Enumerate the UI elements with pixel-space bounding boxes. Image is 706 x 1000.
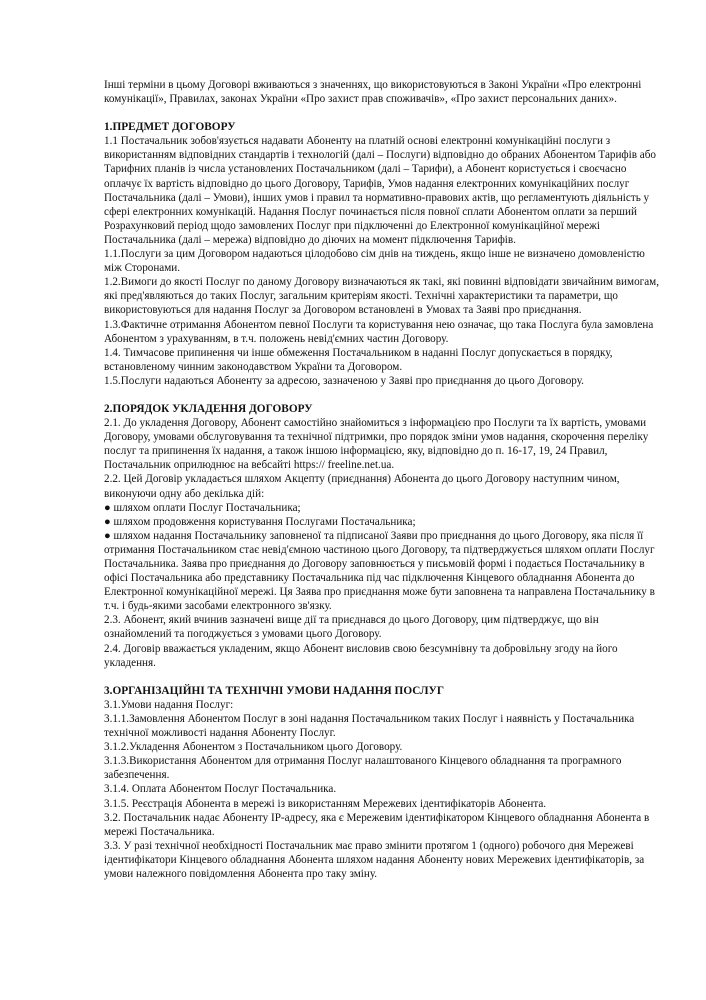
section-2-heading: 2.ПОРЯДОК УКЛАДЕННЯ ДОГОВОРУ	[104, 402, 313, 415]
clause-2-4: 2.4. Договір вважається укладеним, якщо Абонент висловив свою безсумнівну та добровільну згоду на його укладення.	[104, 642, 618, 669]
clause-2-2: 2.2. Цей Договір укладається шляхом Акцепту (приєднання) Абонента до цього Договору наступним чином, виконуючи одну або декілька дій:	[104, 473, 620, 500]
clause-3-1-3: 3.1.3.Використання Абонентом для отримання Послуг налаштованого Кінцевого обладнання та програмного забезпечення.	[104, 755, 622, 782]
clause-1-1b: 1.1.Послуги за цим Договором надаються цілодобово сім днів на тиждень, якщо інше не визначено домовленістю між Сторонами.	[104, 248, 645, 275]
clause-2-3: 2.3. Абонент, який вчинив зазначені вище дії та приєднався до цього Договору, цим підтверджує, що він ознайомлений та погоджується з умовами цього Договору.	[104, 614, 599, 641]
contract-page	[104, 78, 664, 881]
clause-1-1: 1.1 Постачальник зобов'язується надавати Абоненту на платній основі електронні комунікаційні послуги з використанням відповідних стандартів і технологій (далі – Послуги) відповідно до обраних Абонентом Тарифів або Тарифних планів із числа установлених Постачальником (далі – Тарифи), а Абонент користується і своєчасно оплачує їх вартість відповідно до цього Договору, Тарифів, Умов надання електронних комунікаційних послуг Постачальника (далі – Умови), інших умов і правил та нормативно-правових актів, що регламентують діяльність у сфері електронних комунікацій. Надання Послуг починається після повної сплати Абонентом оплати за перший Розрахунковий період щодо замовлених Послуг при підключенні до Електронної комунікаційної мережі Постачальника (далі – мережа) відповідно до діючих на момент підключення Тарифів.	[104, 135, 656, 246]
spacer	[104, 388, 664, 402]
bullet-item: ● шляхом оплати Послуг Постачальника;	[104, 501, 301, 514]
bullet-item: ● шляхом надання Постачальнику заповненої та підписаної Заяви про приєднання до цього Договору, яка після її отримання Постачальником стає невід'ємною частиною цього Договору, та підтверджується шляхом оплати Послуг Постачальника. Заява про приєднання до Договору заповнюється у письмовій формі і подається Постачальнику в офісі Постачальника або представнику Постачальника під час підключення Кінцевого обладнання Абонента до Електронної комунікаційної мережі. Ця Заява про приєднання може бути заповнена та направлена Постачальнику в т.ч. і будь-якими засобами електронного зв'язку.	[104, 529, 655, 613]
clause-2-1: 2.1. До укладення Договору, Абонент самостійно знайомиться з інформацією про Послуги та їх вартість, умовами Договору, умовами обслуговування та технічної підтримки, про порядок зміни умов надання, скорочення переліку послуг та припинення їх надання, а також іншою інформацією, яку, відповідно до п. 16-17, 19, 24 Правил, Постачальник оприлюднює на вебсайті https:// freeline.net.ua.	[104, 417, 649, 472]
clause-3-2: 3.2. Постачальник надає Абоненту IP-адресу, яка є Мережевим ідентифікатором Кінцевого обладнання Абонента в мережі Постачальника.	[104, 811, 650, 838]
clause-3-3: 3.3. У разі технічної необхідності Постачальник має право змінити протягом 1 (одного) робочого дня Мережеві ідентифікатори Кінцевого обладнання Абонента шляхом надання Абоненту нових Мережевих ідентифікаторів, за умови належного повідомлення Абонента про таку зміну.	[104, 839, 645, 880]
clause-3-1: 3.1.Умови надання Послуг:	[104, 698, 234, 711]
clause-1-2: 1.2.Вимоги до якості Послуг по даному Договору визначаються як такі, які повинні відповідати звичайним вимогам, які пред'являються до таких Послуг, загальним критеріям якості. Технічні характеристики та параметри, що використовуються для надання Послуг за Договором встановлені в Умовах та Заяві про приєднання.	[104, 276, 659, 317]
spacer	[104, 670, 664, 684]
clause-3-1-2: 3.1.2.Укладення Абонентом з Постачальником цього Договору.	[104, 741, 403, 754]
clause-1-5: 1.5.Послуги надаються Абоненту за адресою, зазначеною у Заяві про приєднання до цього Договору.	[104, 374, 584, 387]
section-3-heading: 3.ОРГАНІЗАЦІЙНІ ТА ТЕХНІЧНІ УМОВИ НАДАННЯ ПОСЛУГ	[104, 684, 445, 697]
clause-3-1-4: 3.1.4. Оплата Абонентом Послуг Постачальника.	[104, 783, 337, 796]
clause-1-3: 1.3.Фактичне отримання Абонентом певної Послуги та користування нею означає, що така Послуга була замовлена Абонентом з урахуванням, в т.ч. положень невід'ємних частин Договору.	[104, 318, 654, 345]
bullet-item: ● шляхом продовження користування Послугами Постачальника;	[104, 515, 416, 528]
spacer	[104, 106, 664, 120]
clause-3-1-5: 3.1.5. Реєстрація Абонента в мережі із використанням Мережевих ідентифікаторів Абонента.	[104, 797, 547, 810]
section-1-heading: 1.ПРЕДМЕТ ДОГОВОРУ	[104, 121, 236, 134]
clause-1-4: 1.4. Тимчасове припинення чи інше обмеження Постачальником в наданні Послуг допускається в порядку, встановленому чинним законодавством України та Договором.	[104, 346, 613, 373]
clause-3-1-1: 3.1.1.Замовлення Абонентом Послуг в зоні надання Постачальником таких Послуг і наявність у Постачальника технічної можливості надання Абоненту Послуг.	[104, 712, 635, 740]
intro-paragraph: Інші терміни в цьому Договорі вживаються з значеннях, що використовуються в Законі України «Про електронні комунікації», Правилах, законах України «Про захист прав споживачів», «Про захист персональних даних».	[104, 79, 642, 106]
